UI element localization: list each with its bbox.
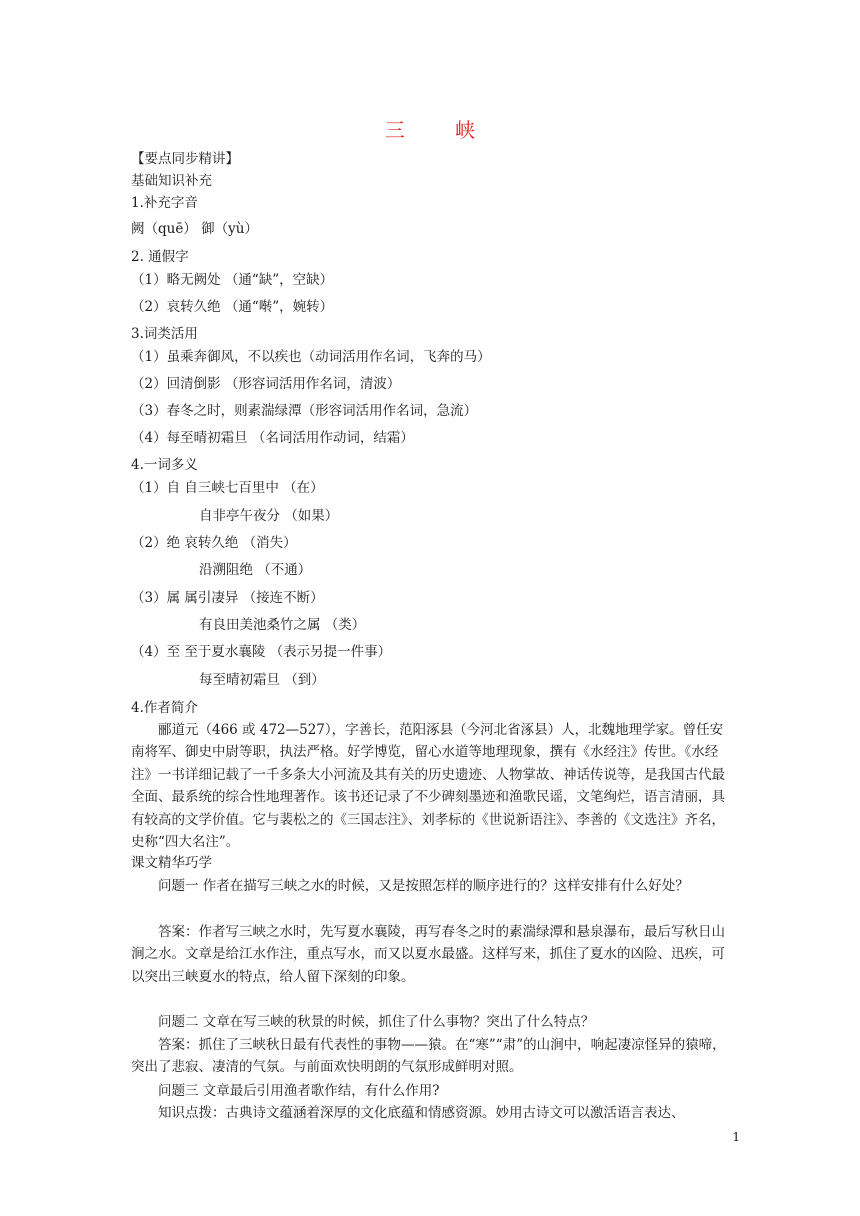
huoyong-item-3: （3）春冬之时，则素湍绿潭（形容词活用作名词，急流） xyxy=(131,403,478,419)
question-1: 问题一 作者在描写三峡之水的时候，又是按照怎样的顺序进行的？这样安排有什么好处？ xyxy=(158,878,689,894)
polysemy-1a: （1）自 自三峡七百里中 （在） xyxy=(131,480,324,496)
huoyong-item-2: （2）回清倒影 （形容词活用作名词，清波） xyxy=(131,376,401,392)
polysemy-2a: （2）绝 哀转久绝 （消失） xyxy=(131,535,297,551)
answer-2: 答案：抓住了三峡秋日最有代表性的事物——猿。在“寒”“肃”的山涧中，响起凄凉怪异的猿啼，突出了悲寂、凄清的气氛。与前面欢快明朗的气氛形成鲜明对照。 xyxy=(131,1037,726,1076)
section-heading-key-points: 【要点同步精讲】 xyxy=(131,151,239,167)
question-2: 问题二 文章在写三峡的秋景的时候，抓住了什么事物？突出了什么特点？ xyxy=(158,1014,595,1030)
section-heading-lesson: 课文精华巧学 xyxy=(131,855,212,871)
heading-pronunciation: 1.补充字音 xyxy=(131,195,198,211)
knowledge-tip: 知识点拨：古典诗文蕴涵着深厚的文化底蕴和情感资源。妙用古诗文可以激活语言表达、 xyxy=(158,1105,685,1121)
polysemy-3a: （3）属 属引凄异 （接连不断） xyxy=(131,590,324,606)
huoyong-item-1: （1）虽乘奔御风，不以疾也（动词活用作名词，飞奔的马） xyxy=(131,349,491,365)
polysemy-2b: 沿溯阻绝 （不通） xyxy=(199,562,312,578)
polysemy-1b: 自非亭午夜分 （如果） xyxy=(199,508,339,524)
answer-1: 答案：作者写三峡之水时，先写夏水襄陵，再写春冬之时的素湍绿潭和悬泉瀑布，最后写秋日山涧之水。文章是给江水作注，重点写水，而又以夏水最盛。这样写来，抓住了夏水的凶险、迅疾，可以突出三峡夏水的特点，给人留下深刻的印象。 xyxy=(131,924,725,985)
huoyong-item-4: （4）每至晴初霜旦 （名词活用作动词，结霜） xyxy=(131,430,414,446)
tongjia-item-1: （1）略无阙处 （通“缺”，空缺） xyxy=(131,272,334,288)
tongjia-item-2: （2）哀转久绝 （通“啭”，婉转） xyxy=(131,299,334,315)
heading-author: 4.作者简介 xyxy=(131,700,198,716)
polysemy-3b: 有良田美池桑竹之属 （类） xyxy=(199,617,366,633)
pronunciation-line: 阙（quē） 御（yù） xyxy=(131,221,258,237)
page-number: 1 xyxy=(732,1130,740,1144)
question-3: 问题三 文章最后引用渔者歌作结，有什么作用? xyxy=(158,1083,440,1099)
section-heading-basic: 基础知识补充 xyxy=(131,173,212,189)
heading-polysemy: 4.一词多义 xyxy=(131,457,198,473)
heading-word-class: 3.词类活用 xyxy=(131,326,198,342)
heading-interchangeable-chars: 2. 通假字 xyxy=(131,249,189,265)
author-paragraph: 郦道元（466 或 472—527），字善长，范阳涿县（今河北省涿县）人，北魏地理学家。曾任安南将军、御史中尉等职，执法严格。好学博览，留心水道等地理现象，撰有《水经注》传世。《水经注》一书详细记载了一千多条大小河流及其有关的历史遗迹、人物掌故、神话传说等，是我国古代最全面、最系统的综合性地理著作。该书还记录了不少碑刻墨迹和渔歌民谣，文笔绚烂，语言清丽，具有较高的文学价值。它与裴松之的《三国志注》、刘孝标的《世说新语注》、李善的《文选注》齐名，史称“四大名注”。 xyxy=(131,722,725,851)
polysemy-4b: 每至晴初霜旦 （到） xyxy=(199,672,325,688)
page-title: 三 峡 xyxy=(384,118,498,142)
polysemy-4a: （4）至 至于夏水襄陵 （表示另提一件事） xyxy=(131,644,392,660)
